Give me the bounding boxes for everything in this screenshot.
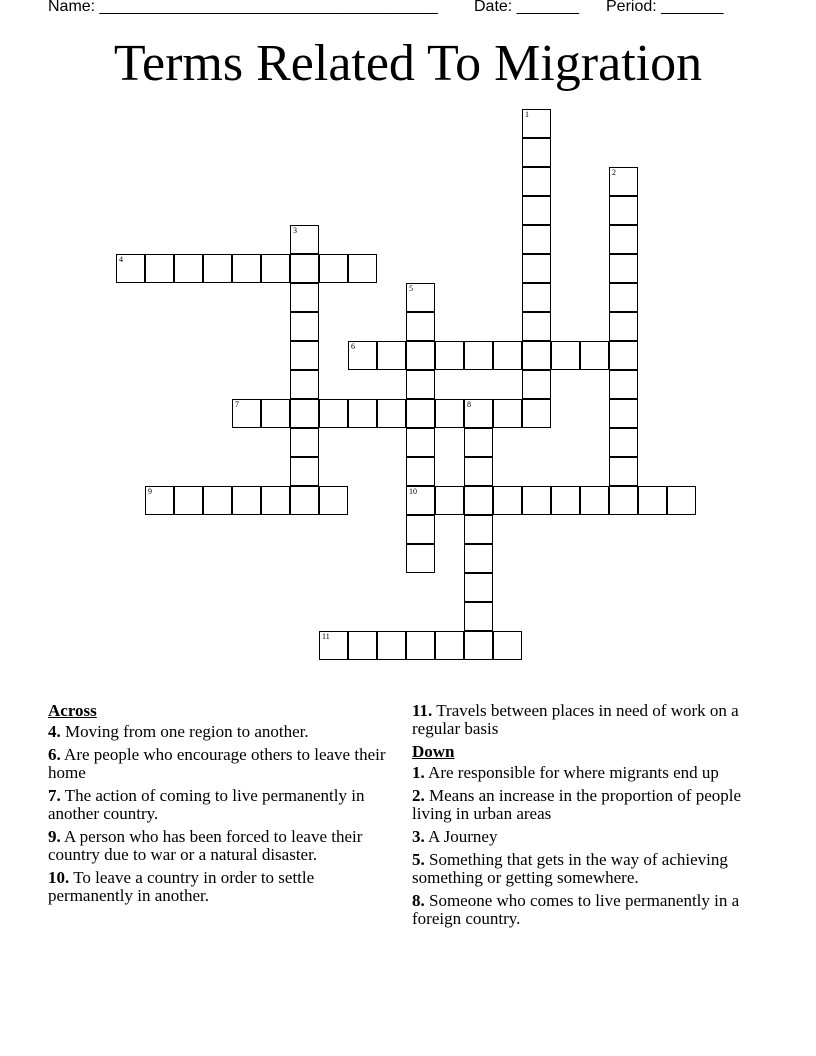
grid-cell[interactable] (290, 283, 319, 312)
grid-cell[interactable] (232, 399, 261, 428)
down-clues (412, 702, 782, 933)
grid-cell[interactable] (406, 399, 435, 428)
grid-cell[interactable] (435, 399, 464, 428)
grid-cell[interactable] (174, 486, 203, 515)
clue-number: 7 (235, 400, 239, 409)
grid-cell[interactable] (464, 341, 493, 370)
grid-cell[interactable] (406, 515, 435, 544)
grid-cell[interactable] (609, 283, 638, 312)
grid-cell[interactable] (348, 399, 377, 428)
grid-cell[interactable] (522, 486, 551, 515)
grid-cell[interactable] (522, 283, 551, 312)
grid-cell[interactable] (348, 254, 377, 283)
grid-cell[interactable] (609, 341, 638, 370)
grid-cell[interactable] (464, 515, 493, 544)
grid-cell[interactable] (406, 428, 435, 457)
clue-down-2: 2. Means an increase in the proportion of people living in urban areas (412, 786, 742, 823)
grid-cell[interactable] (145, 254, 174, 283)
clue-down-5: 5. Something that gets in the way of achieving something or getting somewhere. (412, 850, 728, 887)
clue-number: 9 (148, 487, 152, 496)
grid-cell[interactable] (290, 254, 319, 283)
grid-cell[interactable] (377, 399, 406, 428)
grid-cell[interactable] (609, 312, 638, 341)
clue-across-4: 4. Moving from one region to another. (48, 722, 309, 741)
grid-cell[interactable] (377, 631, 406, 660)
grid-cell[interactable] (609, 370, 638, 399)
clue-number: 8 (467, 400, 471, 409)
grid-cell[interactable] (609, 399, 638, 428)
grid-cell[interactable] (232, 254, 261, 283)
grid-cell[interactable] (551, 486, 580, 515)
grid-cell[interactable] (609, 196, 638, 225)
clue-number: 2 (612, 168, 616, 177)
grid-cell[interactable] (406, 544, 435, 573)
grid-cell[interactable] (406, 457, 435, 486)
grid-cell[interactable] (522, 196, 551, 225)
grid-cell[interactable] (290, 341, 319, 370)
clue-number: 1 (525, 110, 529, 119)
grid-cell[interactable] (609, 254, 638, 283)
grid-cell[interactable] (174, 254, 203, 283)
grid-cell[interactable] (464, 399, 493, 428)
grid-cell[interactable] (464, 602, 493, 631)
grid-cell[interactable] (493, 631, 522, 660)
clue-number: 5 (409, 284, 413, 293)
grid-cell[interactable] (522, 138, 551, 167)
grid-cell[interactable] (290, 486, 319, 515)
grid-cell[interactable] (319, 486, 348, 515)
grid-cell[interactable] (667, 486, 696, 515)
grid-cell[interactable] (609, 486, 638, 515)
grid-cell[interactable] (348, 631, 377, 660)
clue-across-9: 9. A person who has been forced to leave their country due to war or a natural disaster. (48, 827, 363, 864)
grid-cell[interactable] (493, 399, 522, 428)
grid-cell[interactable] (261, 486, 290, 515)
grid-cell[interactable] (348, 341, 377, 370)
grid-cell[interactable] (145, 486, 174, 515)
grid-cell[interactable] (406, 486, 435, 515)
grid-cell[interactable] (522, 370, 551, 399)
period-field[interactable]: Period: _______ (606, 0, 724, 15)
grid-cell[interactable] (493, 341, 522, 370)
grid-cell[interactable] (406, 312, 435, 341)
grid-cell[interactable] (406, 631, 435, 660)
clue-across-10: 10. To leave a country in order to settle permanently in another. (48, 868, 315, 905)
name-field[interactable]: Name: ______________________________________ (48, 0, 438, 15)
grid-cell[interactable] (261, 399, 290, 428)
grid-cell[interactable] (609, 457, 638, 486)
grid-cell[interactable] (522, 341, 551, 370)
clue-down-1: 1. Are responsible for where migrants end up (412, 763, 719, 782)
grid-cell[interactable] (290, 370, 319, 399)
grid-cell[interactable] (609, 167, 638, 196)
down-heading: Down (412, 742, 455, 761)
grid-cell[interactable] (203, 254, 232, 283)
grid-cell[interactable] (580, 486, 609, 515)
grid-cell[interactable] (203, 486, 232, 515)
grid-cell[interactable] (522, 254, 551, 283)
grid-cell[interactable] (319, 631, 348, 660)
across-clues (48, 702, 398, 910)
clue-number: 11 (322, 632, 330, 641)
across-heading: Across (48, 701, 97, 720)
grid-cell[interactable] (464, 457, 493, 486)
grid-cell[interactable] (638, 486, 667, 515)
grid-cell[interactable] (580, 341, 609, 370)
grid-cell[interactable] (464, 428, 493, 457)
grid-cell[interactable] (290, 225, 319, 254)
grid-cell[interactable] (319, 399, 348, 428)
clue-number: 6 (351, 342, 355, 351)
grid-cell[interactable] (522, 109, 551, 138)
grid-cell[interactable] (261, 254, 290, 283)
grid-cell[interactable] (435, 631, 464, 660)
grid-cell[interactable] (464, 486, 493, 515)
grid-cell[interactable] (290, 399, 319, 428)
grid-cell[interactable] (551, 341, 580, 370)
grid-cell[interactable] (116, 254, 145, 283)
grid-cell[interactable] (290, 312, 319, 341)
grid-cell[interactable] (319, 254, 348, 283)
grid-cell[interactable] (493, 486, 522, 515)
grid-cell[interactable] (522, 167, 551, 196)
grid-cell[interactable] (290, 457, 319, 486)
clue-number: 4 (119, 255, 123, 264)
clue-across-6: 6. Are people who encourage others to leave their home (48, 745, 386, 782)
grid-cell[interactable] (232, 486, 261, 515)
grid-cell[interactable] (377, 341, 406, 370)
puzzle-title: Terms Related To Migration (113, 35, 703, 92)
grid-cell[interactable] (435, 486, 464, 515)
clue-number: 10 (409, 487, 417, 496)
clue-across-7: 7. The action of coming to live permanently in another country. (48, 786, 365, 823)
grid-cell[interactable] (522, 225, 551, 254)
grid-cell[interactable] (464, 631, 493, 660)
grid-cell[interactable] (464, 573, 493, 602)
grid-cell[interactable] (406, 283, 435, 312)
grid-cell[interactable] (522, 312, 551, 341)
clue-down-3: 3. A Journey (412, 827, 498, 846)
grid-cell[interactable] (406, 370, 435, 399)
grid-cell[interactable] (290, 428, 319, 457)
grid-cell[interactable] (522, 399, 551, 428)
grid-cell[interactable] (406, 341, 435, 370)
date-field[interactable]: Date: _______ (474, 0, 579, 15)
grid-cell[interactable] (435, 341, 464, 370)
clue-down-8: 8. Someone who comes to live permanently in a foreign country. (412, 891, 740, 928)
grid-cell[interactable] (464, 544, 493, 573)
grid-cell[interactable] (609, 225, 638, 254)
clue-across-11: 11. Travels between places in need of work on a regular basis (412, 701, 739, 738)
clue-number: 3 (293, 226, 297, 235)
grid-cell[interactable] (609, 428, 638, 457)
